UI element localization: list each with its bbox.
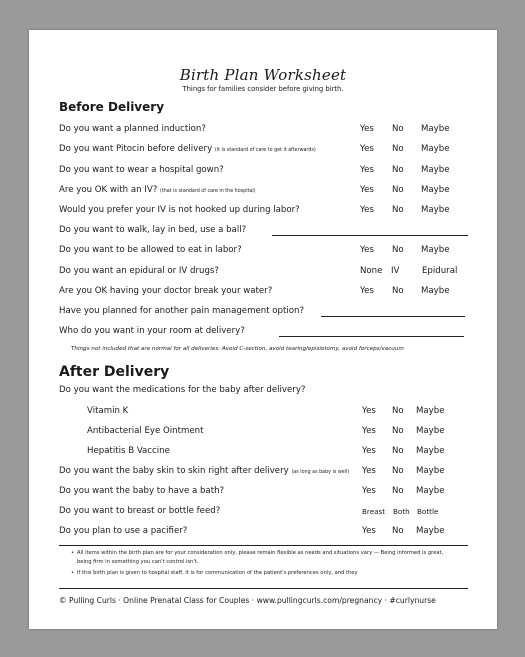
question-hospital-gown: Do you want to wear a hospital gown?: [59, 165, 224, 175]
option-epidural[interactable]: Epidural: [422, 266, 458, 276]
option-yes[interactable]: Yes: [360, 165, 374, 175]
answer-line[interactable]: [279, 336, 464, 337]
question-planned-induction: Do you want a planned induction?: [59, 124, 206, 134]
option-both[interactable]: Both: [393, 507, 410, 516]
question-baby-bath: Do you want the baby to have a bath?: [59, 486, 225, 496]
disclaimer-bullet: • All items within the birth plan are for your consideration only, please remain flexible as needs and situations vary — Being informed is great, being firm in something you can't control isn't.: [71, 550, 444, 565]
option-yes[interactable]: Yes: [362, 446, 376, 456]
option-no[interactable]: No: [392, 526, 404, 536]
question-break-water: Are you OK having your doctor break your water?: [59, 286, 273, 296]
question-pitocin: Do you want Pitocin before delivery (it is standard of care to get it afterwards): [59, 144, 316, 154]
option-maybe[interactable]: Maybe: [416, 406, 445, 416]
option-yes[interactable]: Yes: [360, 205, 374, 215]
option-yes[interactable]: Yes: [362, 406, 376, 416]
option-maybe[interactable]: Maybe: [421, 144, 450, 154]
question-iv: Are you OK with an IV? (that is standard of care in the hospital): [59, 185, 256, 195]
option-maybe[interactable]: Maybe: [421, 185, 450, 195]
option-no[interactable]: No: [392, 466, 404, 476]
option-yes[interactable]: Yes: [360, 286, 374, 296]
option-yes[interactable]: Yes: [360, 124, 374, 134]
sub-question-eye-ointment: Antibacterial Eye Ointment: [87, 426, 204, 436]
question-breast-bottle: Do you want to breast or bottle feed?: [59, 506, 221, 516]
sub-question-vitamin-k: Vitamin K: [87, 406, 129, 416]
sub-question-hepatitis-b: Hepatitis B Vaccine: [87, 446, 170, 456]
option-none[interactable]: None: [360, 266, 383, 276]
option-no[interactable]: No: [392, 205, 404, 215]
after-delivery-heading: After Delivery: [59, 364, 170, 380]
bullet-dot: •: [71, 550, 75, 556]
question-epidural: Do you want an epidural or IV drugs?: [59, 266, 219, 276]
worksheet-subtitle: Things for families consider before giving birth.: [182, 85, 344, 93]
option-maybe[interactable]: Maybe: [416, 466, 445, 476]
question-pain-management: Have you planned for another pain management option?: [59, 306, 305, 316]
option-bottle[interactable]: Bottle: [417, 507, 439, 516]
disclaimer-bullet: • If this birth plan is given to hospital staff, it is for communication of the patient's preferences only, and they: [71, 570, 358, 576]
option-breast[interactable]: Breast: [362, 507, 386, 516]
option-yes[interactable]: Yes: [362, 486, 376, 496]
option-no[interactable]: No: [392, 124, 404, 134]
question-iv-hookup: Would you prefer your IV is not hooked up during labor?: [59, 205, 300, 215]
option-no[interactable]: No: [392, 185, 404, 195]
option-no[interactable]: No: [392, 165, 404, 175]
before-delivery-heading: Before Delivery: [59, 100, 165, 114]
option-yes[interactable]: Yes: [362, 526, 376, 536]
option-maybe[interactable]: Maybe: [421, 286, 450, 296]
option-no[interactable]: No: [392, 144, 404, 154]
option-yes[interactable]: Yes: [360, 185, 374, 195]
option-maybe[interactable]: Maybe: [421, 205, 450, 215]
option-no[interactable]: No: [392, 486, 404, 496]
option-maybe[interactable]: Maybe: [416, 446, 445, 456]
option-yes[interactable]: Yes: [360, 245, 374, 255]
option-yes[interactable]: Yes: [362, 466, 376, 476]
worksheet-title: Birth Plan Worksheet: [179, 66, 347, 84]
normal-deliveries-note: Things not included that are normal for all deliveries: Avoid C-section, avoid tearing/episiotomy, avoid forceps/vacuum: [71, 346, 404, 352]
option-no[interactable]: No: [392, 446, 404, 456]
question-skin-to-skin: Do you want the baby skin to skin right after delivery (as long as baby is well): [59, 466, 350, 476]
answer-line[interactable]: [272, 235, 468, 236]
divider: [59, 545, 468, 546]
option-no[interactable]: No: [392, 245, 404, 255]
question-eat-in-labor: Do you want to be allowed to eat in labor?: [59, 245, 242, 255]
option-yes[interactable]: Yes: [360, 144, 374, 154]
option-no[interactable]: No: [392, 426, 404, 436]
option-no[interactable]: No: [392, 406, 404, 416]
answer-line[interactable]: [321, 316, 465, 317]
divider: [59, 588, 468, 589]
bullet-dot: •: [71, 570, 75, 576]
option-maybe[interactable]: Maybe: [416, 526, 445, 536]
question-who-in-room: Who do you want in your room at delivery?: [59, 326, 245, 336]
option-maybe[interactable]: Maybe: [421, 165, 450, 175]
question-pacifier: Do you plan to use a pacifier?: [59, 526, 188, 536]
option-maybe[interactable]: Maybe: [421, 245, 450, 255]
option-iv[interactable]: IV: [391, 266, 400, 276]
worksheet-page: [29, 30, 497, 629]
footer-credit: © Pulling Curls · Online Prenatal Class for Couples · www.pullingcurls.com/pregnancy · #curlynurse: [59, 596, 436, 605]
question-walk-bed-ball: Do you want to walk, lay in bed, use a ball?: [59, 225, 247, 235]
option-maybe[interactable]: Maybe: [421, 124, 450, 134]
option-maybe[interactable]: Maybe: [416, 486, 445, 496]
option-no[interactable]: No: [392, 286, 404, 296]
question-baby-medications: Do you want the medications for the baby after delivery?: [59, 385, 306, 395]
option-maybe[interactable]: Maybe: [416, 426, 445, 436]
option-yes[interactable]: Yes: [362, 426, 376, 436]
